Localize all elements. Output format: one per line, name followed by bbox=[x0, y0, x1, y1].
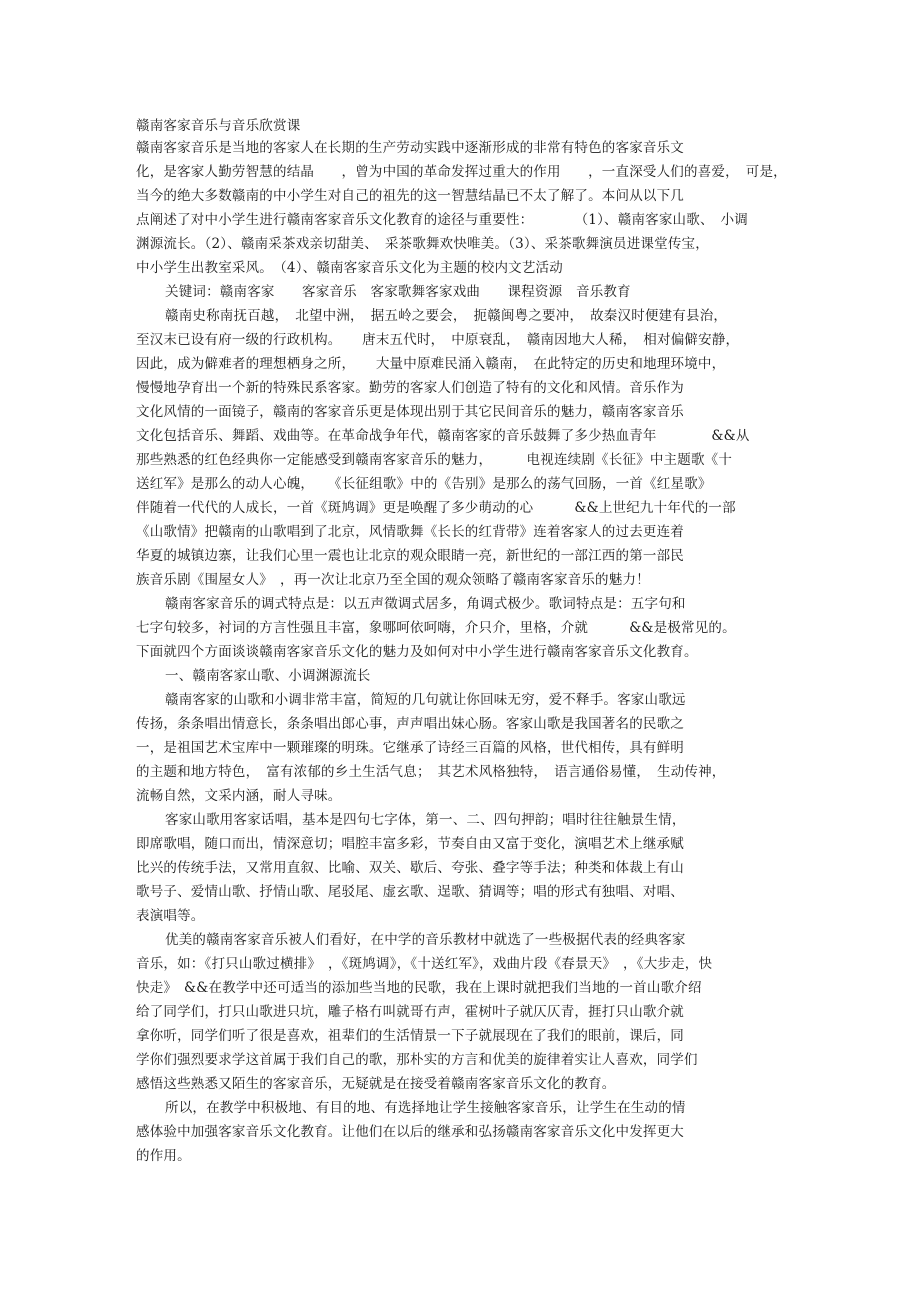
text-line: 的主题和地方特色， 富有浓郁的乡土生活气息； 其艺术风格独特， 语言通俗易懂， 生动传神， bbox=[136, 764, 726, 780]
text-line: 音乐，如：《打只山歌过横排》 ，《斑鸠调》，《十送红军》，戏曲片段《春景天》 ，《大步走，快 bbox=[136, 956, 713, 972]
text-line: 赣南客家音乐的调式特点是：以五声徵调式居多，角调式极少。歌词特点是：五字句和 bbox=[165, 596, 686, 612]
text-line: 比兴的传统手法，又常用直叙、比喻、双关、歇后、夸张、叠字等手法；种类和体裁上有山 bbox=[136, 860, 684, 876]
text-line: 下面就四个方面谈谈赣南客家音乐文化的魅力及如何对中小学生进行赣南客家音乐文化教育。 bbox=[136, 644, 698, 660]
text-line: 快走》 &&在教学中还可适当的添加些当地的民歌，我在上课时就把我们当地的一首山歌介绍 bbox=[136, 980, 702, 996]
text-line: 给了同学们，打只山歌进只坑，雕子格冇叫就哥冇声，霍树叶子就仄仄青，捱打只山歌介就 bbox=[136, 1004, 684, 1020]
text-line: 学你们强烈要求学这首属于我们自己的歌，那朴实的方言和优美的旋律着实让人喜欢，同学们 bbox=[136, 1052, 698, 1068]
text-line: 《山歌情》把赣南的山歌唱到了北京，风情歌舞《长长的红背带》连着客家人的过去更连着 bbox=[136, 524, 684, 540]
text-line: 华夏的城镇边寨，让我们心里一震也让北京的观众眼睛一亮，新世纪的一部江西的第一部民 bbox=[136, 548, 684, 564]
text-line: 表演唱等。 bbox=[136, 908, 205, 924]
text-line: 赣南史称南抚百越， 北望中洲， 据五岭之要会， 扼赣闽粤之要冲， 故秦汉时便建有县治， bbox=[165, 308, 728, 324]
text-line: 客家山歌用客家话唱，基本是四句七字体，第一、二、四句押韵；唱时往往触景生情， bbox=[165, 812, 686, 828]
text-line: 文化包括音乐、舞蹈、戏曲等。在革命战争年代，赣南客家的音乐鼓舞了多少热血青年 &&从 bbox=[136, 428, 750, 444]
text-line: 赣南客家音乐是当地的客家人在长期的生产劳动实践中逐渐形成的非常有特色的客家音乐文 bbox=[136, 140, 684, 156]
text-line: 传扬，条条唱出情意长，条条唱出郎心事，声声唱出妹心肠。客家山歌是我国著名的民歌之 bbox=[136, 716, 684, 732]
document-title: 赣南客家音乐与音乐欣赏课 bbox=[136, 118, 301, 134]
text-line: 至汉末已设有府一级的行政机构。 唐末五代时， 中原衰乱， 赣南因地大人稀， 相对偏僻安静， bbox=[136, 332, 740, 348]
section-heading: 一、赣南客家山歌、小调渊源流长 bbox=[165, 668, 371, 684]
text-line: 化，是客家人勤劳智慧的结晶 ，曾为中国的革命发挥过重大的作用 ，一直深受人们的喜爱， 可是， bbox=[136, 164, 787, 180]
text-line: 点阐述了对中小学生进行赣南客家音乐文化教育的途径与重要性： （1）、赣南客家山歌、 小调 bbox=[136, 212, 748, 228]
text-line: 渊源流长。（2）、赣南采茶戏亲切甜美、 采茶歌舞欢快唯美。（3）、采茶歌舞演员进课堂传宝， bbox=[136, 236, 709, 252]
text-line: 伴随着一代代的人成长，一首《斑鸠调》更是唤醒了多少萌动的心 &&上世纪九十年代的一部 bbox=[136, 500, 736, 516]
text-line: 拿你听，同学们听了很是喜欢，祖辈们的生活情景一下子就展现在了我们的眼前，课后，同 bbox=[136, 1028, 684, 1044]
text-line: 的作用。 bbox=[136, 1148, 191, 1164]
text-line: 感体验中加强客家音乐文化教育。让他们在以后的继承和弘扬赣南客家音乐文化中发挥更大 bbox=[136, 1124, 684, 1140]
text-line: 一，是祖国艺术宝库中一颗璀璨的明珠。它继承了诗经三百篇的风格，世代相传，具有鲜明 bbox=[136, 740, 684, 756]
text-line: 歌号子、爱情山歌、抒情山歌、尾驳尾、虚玄歌、逞歌、猜调等；唱的形式有独唱、对唱、 bbox=[136, 884, 684, 900]
text-line: 感悟这些熟悉又陌生的客家音乐，无疑就是在接受着赣南客家音乐文化的教育。 bbox=[136, 1076, 616, 1092]
text-line: 七字句较多，衬词的方言性强且丰富，象哪呵依呵嗨，介只介，里格，介就 &&是极常见的。 bbox=[136, 620, 736, 636]
text-line: 赣南客家的山歌和小调非常丰富，简短的几句就让你回味无穷，爱不释手。客家山歌远 bbox=[165, 692, 686, 708]
text-line: 文化风情的一面镜子，赣南的客家音乐更是体现出别于其它民间音乐的魅力，赣南客家音乐 bbox=[136, 404, 684, 420]
text-line: 慢慢地孕育出一个新的特殊民系客家。勤劳的客家人们创造了特有的文化和风情。音乐作为 bbox=[136, 380, 684, 396]
text-line: 当今的绝大多数赣南的中小学生对自己的祖先的这一智慧结晶已不太了解了。本问从以下几 bbox=[136, 188, 684, 204]
text-line: 因此，成为僻难者的理想栖身之所， 大量中原难民涌入赣南， 在此特定的历史和地理环境中， bbox=[136, 356, 726, 372]
text-line: 那些熟悉的红色经典你一定能感受到赣南客家音乐的魅力， 电视连续剧《长征》中主题歌《十 bbox=[136, 452, 733, 468]
keywords-line: 关键词：赣南客家 客家音乐 客家歌舞客家戏曲 课程资源 音乐教育 bbox=[165, 284, 631, 300]
text-line: 所以，在教学中积极地、有目的地、有选择地让学生接触客家音乐，让学生在生动的情 bbox=[165, 1100, 686, 1116]
text-line: 优美的赣南客家音乐被人们看好，在中学的音乐教材中就选了一些极据代表的经典客家 bbox=[165, 932, 686, 948]
text-line: 中小学生出教室采风。 （4）、赣南客家音乐文化为主题的校内文艺活动 bbox=[136, 260, 563, 276]
text-line: 族音乐剧《围屋女人》 ，再一次让北京乃至全国的观众领略了赣南客家音乐的魅力！ bbox=[136, 572, 650, 588]
text-line: 流畅自然，文采内涵，耐人寻味。 bbox=[136, 788, 342, 804]
text-line: 送红军》是那么的动人心魄， 《长征组歌》中的《告别》是那么的荡气回肠，一首《红星歌》 bbox=[136, 476, 712, 492]
text-line: 即席歌唱，随口而出，情深意切；唱腔丰富多彩，节奏自由又富于变化，演唱艺术上继承赋 bbox=[136, 836, 684, 852]
